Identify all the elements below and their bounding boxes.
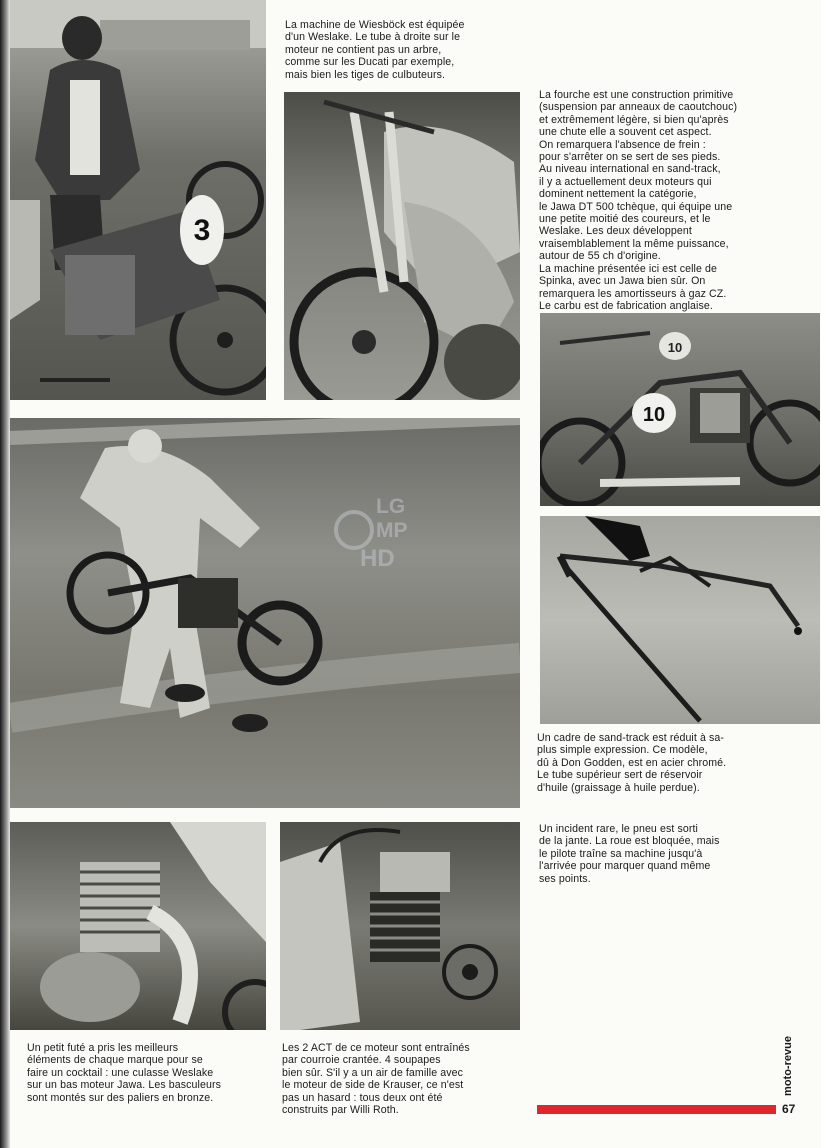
page-number: 67 [782,1102,796,1116]
photo-act-engine [280,822,520,1030]
photo-wiesbock-bike [10,0,266,400]
watermark-logo [332,495,416,577]
magazine-name [778,1036,798,1100]
photo-sand-track-frame [540,516,820,724]
caption-incident-pneu: Un incident rare, le pneu est sorti de la jante. La roue est bloquée, mais le pilote traîne sa machine jusqu'à l'arrivée pour marquer quand même ses points. [539,823,720,885]
watermark-line-1: LG [376,495,406,518]
caption-cadre-godden: Un cadre de sand-track est réduit à sa- plus simple expression. Ce modèle, dû à Don Godden, est en acier chromé. Le tube supérieur sert de réservoir d'huile (graissage à huile perdue). [537,732,727,794]
watermark-line-2: MP [376,519,408,542]
photo-bent-fork [284,92,520,400]
magazine-name-text: moto-revue [782,1036,794,1096]
caption-fourche-jawa: La fourche est une construction primitive (suspension par anneaux de caoutchouc) et extrêmement légère, si bien qu'après une chute elle a souvent cet aspect. On remarquera l'absence de frein : pour s'arrêter on se sert de ses pieds. Au niveau international en sand-track, il y a actuellement deux moteurs qui dominent nettement la catégorie, le Jawa DT 500 tchèque, qui équipe une une petite moitié des coureurs, et le Weslake. Les deux développent vraisemblablement la même puissance, autour de 55 ch d'origine. La machine présentée ici est celle de Spinka, avec un Jawa bien sûr. On remarquera les amortisseurs à gaz CZ. Le carbu est de fabrication anglaise. [539,89,738,312]
caption-weslake: La machine de Wiesböck est équipée d'un Weslake. Le tube à droite sur le moteur ne contient pas un arbre, comme sur les Ducati par exemple, mais bien les tiges de culbuteurs. [285,19,465,81]
number-plate-rear-10: 10 [667,340,683,355]
watermark-line-3: HD [360,545,395,572]
caption-cocktail-moteur: Un petit futé a pris les meilleurs éléments de chaque marque pour se faire un cocktail : une culasse Weslake sur un bas moteur Jawa. Les basculeurs sont montés sur des paliers en bronze. [27,1042,221,1104]
caption-act-courroie: Les 2 ACT de ce moteur sont entraînés par courroie crantée. 4 soupapes bien sûr. S'il y a un air de famille avec le moteur de side de Krauser, ce n'est pas un hasard : tous deux ont été construits par Willi Roth. [282,1042,470,1117]
footer-red-bar [537,1105,776,1114]
photo-spinka-jawa [540,313,820,506]
photo-rider-dragging-bike [10,418,520,808]
number-plate-10: 10 [642,404,666,426]
number-plate-3: 3 [193,214,211,247]
photo-weslake-jawa-engine [10,822,266,1030]
page-binding-edge [0,0,10,1148]
